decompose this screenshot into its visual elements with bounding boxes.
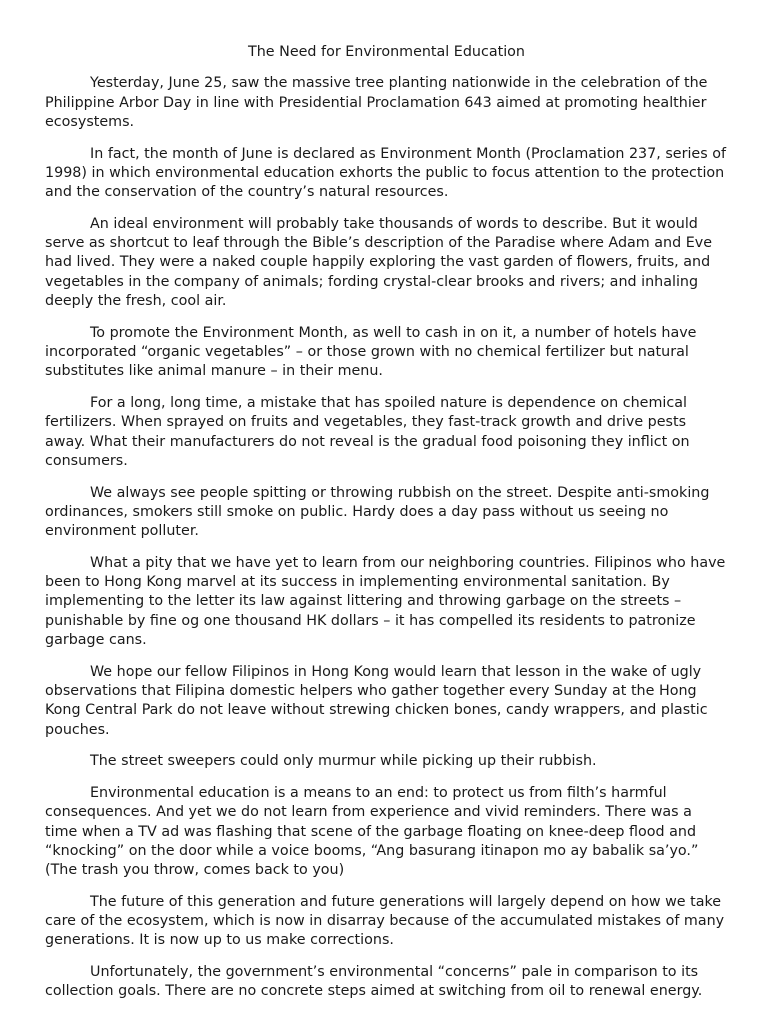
paragraph-9: The street sweepers could only murmur while picking up their rubbish. [90, 753, 597, 770]
paragraph-3: An ideal environment will probably take thousands of words to describe. But it would serve as shortcut to leaf through the Bible’s description of the Paradise where Adam and Eve had lived. They were a naked couple happily exploring the vast garden of flowers, fruits, and vegetables in the company of animals; fording crystal-clear brooks and rivers; and inhaling deeply the fresh, cool air. [45, 215, 712, 310]
paragraph-11: The future of this generation and future generations will largely depend on how we take care of the ecosystem, which is now in disarray because of the accumulated mistakes of many generations. It is now up to us make corrections. [45, 893, 725, 949]
paragraph-1: Yesterday, June 25, saw the massive tree planting nationwide in the celebration of the Philippine Arbor Day in line with Presidential Proclamation 643 aimed at promoting healthier ecosystems. [45, 75, 708, 130]
paragraph-7: What a pity that we have yet to learn from our neighboring countries. Filipinos who have been to Hong Kong marvel at its success in implementing environmental sanitation. By implementing to the letter its law against littering and throwing garbage on the streets – punishable by fine og one thousand HK dollars – it has compelled its residents to patronize garbage cans. [45, 554, 726, 649]
paragraph-6: We always see people spitting or throwing rubbish on the street. Despite anti-smoking ordinances, smokers still smoke on public. Hardy does a day pass without us seeing no environment polluter. [45, 484, 710, 540]
paragraph-8: We hope our fellow Filipinos in Hong Kong would learn that lesson in the wake of ugly observations that Filipina domestic helpers who gather together every Sunday at the Hong Kong Central Park do not leave without strewing chicken bones, candy wrappers, and plastic pouches. [45, 663, 708, 738]
paragraph-2: In fact, the month of June is declared as Environment Month (Proclamation 237, series of 1998) in which environmental education exhorts the public to focus attention to the protection and the conservation of the country’s natural resources. [45, 145, 726, 201]
paragraph-4: To promote the Environment Month, as well to cash in on it, a number of hotels have incorporated “organic vegetables” – or those grown with no chemical fertilizer but natural substitutes like animal manure – in their menu. [45, 324, 697, 380]
document-title: The Need for Environmental Education [248, 44, 525, 60]
paragraph-5: For a long, long time, a mistake that has spoiled nature is dependence on chemical fertilizers. When sprayed on fruits and vegetables, they fast-track growth and drive pests away. What their manufacturers do not reveal is the gradual food poisoning they inflict on consumers. [45, 395, 690, 469]
paragraph-12: Unfortunately, the government’s environmental “concerns” pale in comparison to its collection goals. There are no concrete steps aimed at switching from oil to renewal energy. [45, 964, 703, 1000]
document-page [45, 43, 728, 1014]
paragraph-10: Environmental education is a means to an end: to protect us from filth’s harmful consequences. And yet we do not learn from experience and vivid reminders. There was a time when a TV ad was flashing that scene of the garbage floating on knee-deep flood and “knocking” on the door while a voice booms, “Ang basurang itinapon mo ay babalik sa’yo.” (The trash you throw, comes back to you) [45, 785, 699, 879]
